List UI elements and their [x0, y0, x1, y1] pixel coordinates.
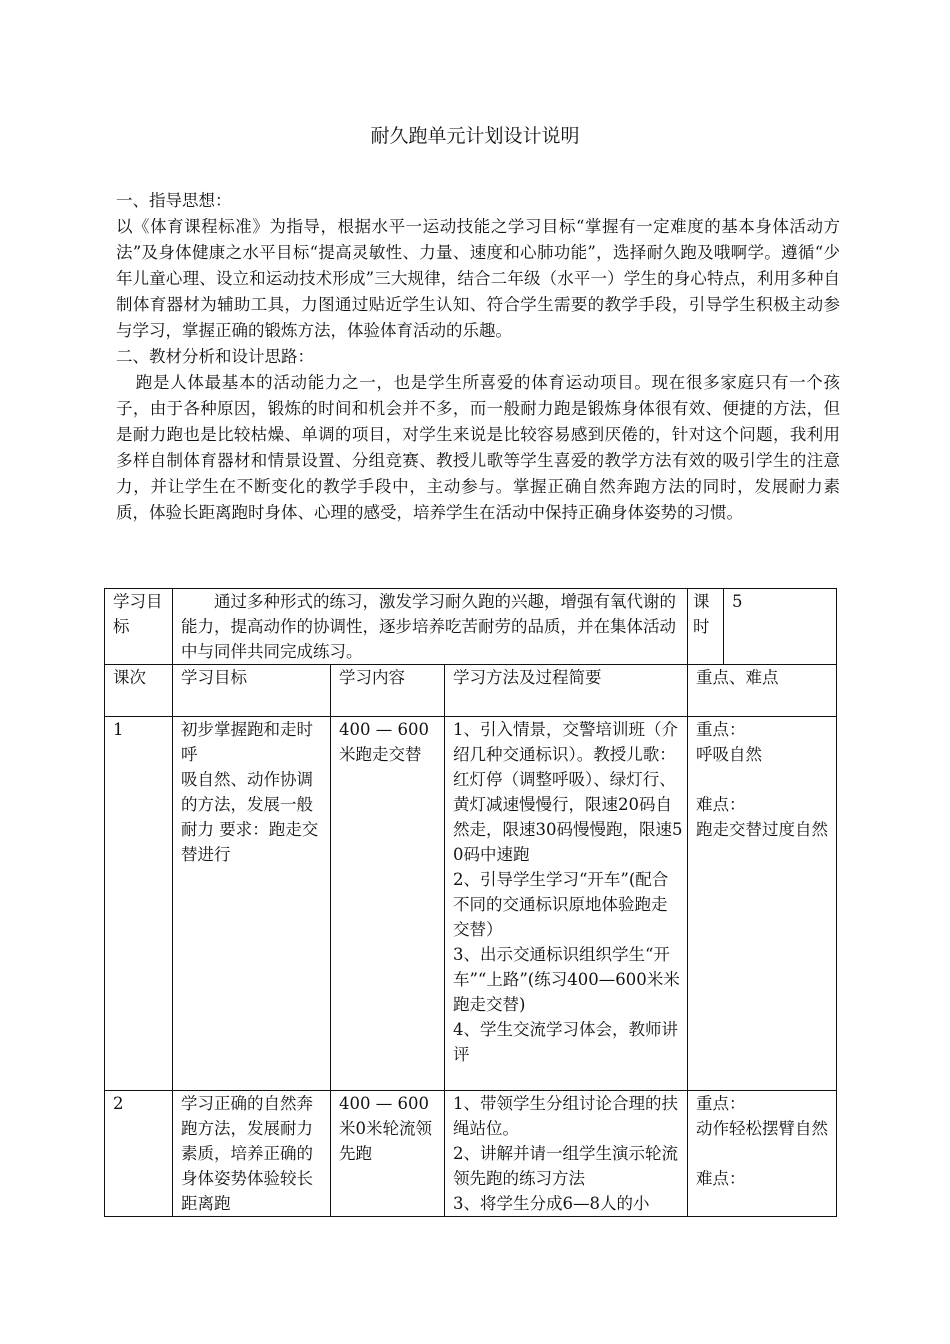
document-title: 耐久跑单元计划设计说明 [370, 125, 580, 147]
table-row [105, 1091, 837, 1217]
section2-text: 跑是人体最基本的活动能力之一，也是学生所喜爱的体育运动项目。现在很多家庭只有一个孩子，由于各种原因，锻炼的时间和机会并不多，而一般耐力跑是锻炼身体很有效、便捷的方法，但是耐力跑也是比较枯燥、单调的项目，对学生来说是比较容易感到厌倦的，针对这个问题，我利用多样自制体育器材和情景设置、分组竞赛、教授儿歌等学生喜爱的教学方法有效的吸引学生的注意力，并让学生在不断变化的教学手段中，主动参与。掌握正确自然奔跑方法的同时，发展耐力素质，体验长距离跑时身体、心理的感受，培养学生在活动中保持正确身体姿势的习惯。 [116, 373, 840, 522]
hours-value: 5 [732, 592, 743, 611]
table-row-goal [105, 589, 837, 665]
goal-text-cell [173, 589, 688, 665]
row2-content: 400 — 600米0米轮流领先跑 [331, 1091, 445, 1217]
section-guiding-ideology [116, 188, 840, 526]
hours-label: 课时 [693, 592, 710, 636]
header-key-points: 重点、难点 [688, 665, 837, 717]
header-method: 学习方法及过程简要 [445, 665, 688, 717]
row1-content: 400 — 600米跑走交替 [331, 717, 445, 1091]
row1-number: 1 [105, 717, 173, 1091]
section1-text: 以《体育课程标准》为指导，根据水平一运动技能之学习目标“掌握有一定难度的基本身体活动方法”及身体健康之水平目标“提高灵敏性、力量、速度和心肺功能”，选择耐久跑及哦啊学。遵循“少年儿童心理、设立和运动技术形成”三大规律，结合二年级（水平一）学生的身心特点，利用多种自制体育器材为辅助工具，力图通过贴近学生认知、符合学生需要的教学手段，引导学生积极主动参与学习，掌握正确的锻炼方法，体验体育活动的乐趣。 [116, 217, 840, 340]
row2-key-points: 重点： 动作轻松摆臂自然 难点： [688, 1091, 837, 1217]
table-row [105, 717, 837, 1091]
hours-value-cell [724, 589, 837, 665]
hours-label-cell [688, 589, 724, 665]
unit-plan-table [104, 588, 837, 1217]
goal-label: 学习目标 [113, 592, 163, 636]
section2-heading: 二、教材分析和设计思路： [116, 347, 314, 366]
row1-key-points: 重点： 呼吸自然 难点： 跑走交替过度自然 [688, 717, 837, 1091]
goal-text: 通过多种形式的练习，激发学习耐久跑的兴趣，增强有氧代谢的能力，提高动作的协调性，逐步培养吃苦耐劳的品质，并在集体活动中与同伴共同完成练习。 [181, 592, 676, 661]
row2-goal: 学习正确的自然奔跑方法，发展耐力素质，培养正确的身体姿势体验较长距离跑 [173, 1091, 331, 1217]
header-lesson-number: 课次 [105, 665, 173, 717]
row1-goal: 初步掌握跑和走时呼 吸自然、动作协调的方法，发展一般耐力 要求：跑走交替进行 [173, 717, 331, 1091]
row1-method: 1、引入情景，交警培训班（介绍几种交通标识）。教授儿歌：红灯停（调整呼吸）、绿灯行、黄灯减速慢慢行，限速20码自然走，限速30码慢慢跑，限速50码中速跑 2、引导学生学习“开车”(配合不同的交通标识原地体验跑走交替） 3、出示交通标识组织学生“开车”“上路”(练习400—600米米跑走交替) 4、学生交流学习体会，教师讲评 [445, 717, 688, 1091]
row2-number: 2 [105, 1091, 173, 1217]
row2-method: 1、带领学生分组讨论合理的扶绳站位。 2、讲解并请一组学生演示轮流领先跑的练习方法 3、将学生分成6—8人的小 [445, 1091, 688, 1217]
table-header-row [105, 665, 837, 717]
header-learning-content: 学习内容 [331, 665, 445, 717]
goal-label-cell [105, 589, 173, 665]
header-learning-goal: 学习目标 [173, 665, 331, 717]
section1-heading: 一、指导思想： [116, 191, 232, 210]
